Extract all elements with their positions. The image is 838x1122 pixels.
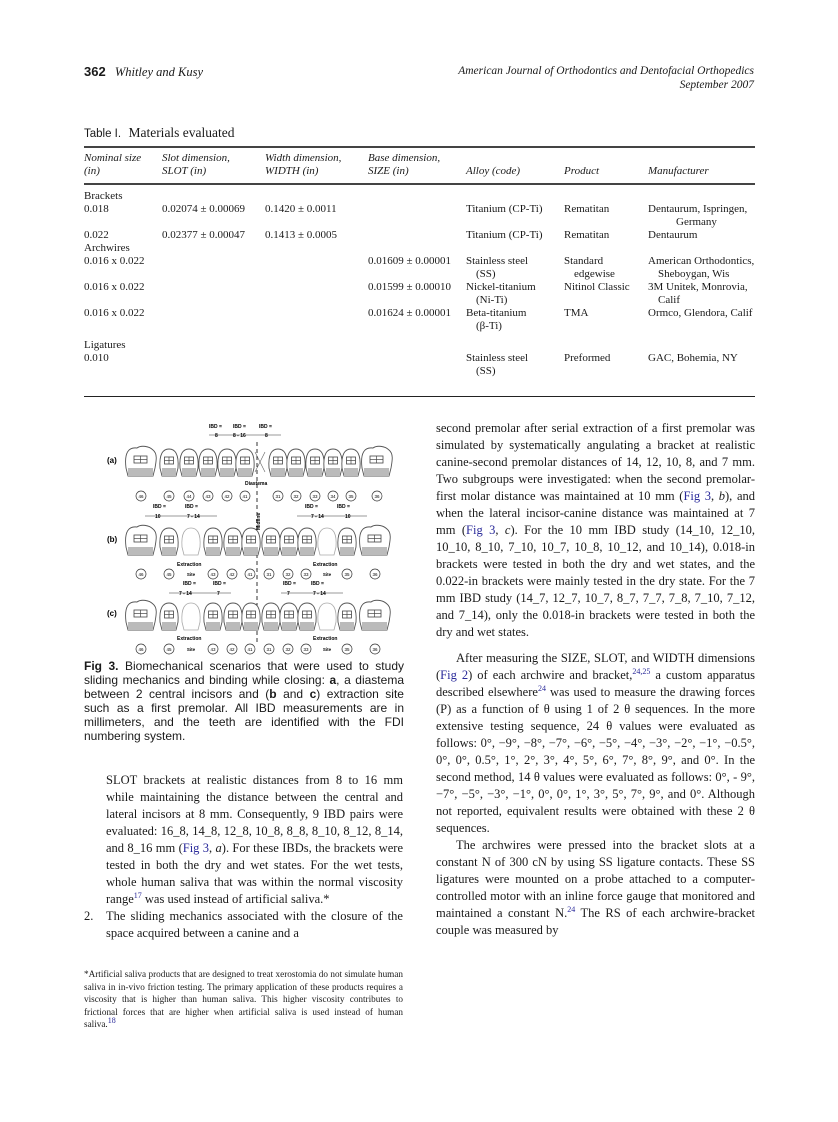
svg-text:33: 33 <box>303 572 309 577</box>
svg-text:35: 35 <box>348 494 354 499</box>
svg-text:Site: Site <box>322 572 332 577</box>
running-header-right <box>458 64 754 92</box>
svg-text:32: 32 <box>293 494 299 499</box>
svg-text:31: 31 <box>275 494 281 499</box>
svg-text:8: 8 <box>215 433 218 439</box>
svg-text:IBD =: IBD = <box>337 504 350 510</box>
footnote: *Artificial saliva products that are designed to treat xerostomia do not simulate human saliva in in-vivo friction testing. The primary application of these products requires a viscosity that is higher than human saliva. This higher viscosity contributes to frictional forces that are higher when artificial saliva is used instead of human saliva.$^{18}$ <box>84 969 403 1029</box>
journal-name: American Journal of Orthodontics and Dentofacial Orthopedics <box>458 65 754 77</box>
paragraph: After measuring the SIZE, SLOT, and WIDTH dimensions (Fig 2) of each archwire and bracket,$^{24,25}$ a custom apparatus described elsewhere$^{24}$ was used to measure the drawing forces (P) as a function of θ using 1 of 2 θ sequences. In the more extensive testing sequence, 24 θ values were evaluated as follows: 0°, −9°, −8°, −7°, −6°, −5°, −4°, −3°, −2°, −1°, −0.5°, 0°, 0°, 0.5°, 1°, 2°, 3°, 4°, 5°, 6°, 7°, 8°, 9°, and 0°. In the second method, 14 θ values were evaluated as follows: 0°, - 9°, −7°, −5°, −3°, −1°, 0°, 0°, 1°, 3°, 5°, 7°, 9°, and 0°. Although not reported, equivalent results were obtained with these 2 θ sequences. <box>436 651 755 835</box>
svg-text:IBD =: IBD = <box>283 581 296 587</box>
citation-17[interactable]: 17 <box>133 890 142 900</box>
figure-3-caption: Fig 3. Biomechanical scenarios that were used to study sliding mechanics and binding while closing: a, a diastema between 2 central incisors and (b and c) extraction site such as a first premolar. All IBD measurements are in millimeters, and the teeth are identified with the FDI numbering system. <box>84 659 404 743</box>
svg-text:43: 43 <box>210 647 216 652</box>
svg-text:IBD =: IBD = <box>305 504 318 510</box>
page-number: 362 <box>84 64 106 79</box>
citation-24[interactable]: 24 <box>537 683 546 693</box>
svg-text:IBD =: IBD = <box>153 504 166 510</box>
caption-label: Fig 3. <box>84 659 119 673</box>
col-header-nominal: Nominal size (in) <box>84 152 142 177</box>
svg-text:Extraction: Extraction <box>177 636 202 642</box>
svg-text:41: 41 <box>242 494 248 499</box>
svg-text:43: 43 <box>205 494 211 499</box>
col-header-alloy: Alloy (code) <box>466 165 521 177</box>
svg-text:7 - 14: 7 - 14 <box>187 514 200 520</box>
svg-text:46: 46 <box>138 494 144 499</box>
svg-text:Site: Site <box>186 647 196 652</box>
svg-text:41: 41 <box>247 572 253 577</box>
svg-text:36: 36 <box>372 647 378 652</box>
table-label: Table I. <box>84 128 122 140</box>
issue-date: September 2007 <box>679 79 754 91</box>
svg-text:42: 42 <box>224 494 230 499</box>
panel-b-label: (b) <box>107 535 118 544</box>
svg-text:42: 42 <box>229 647 235 652</box>
svg-text:Extraction: Extraction <box>313 636 338 642</box>
svg-text:31: 31 <box>266 647 272 652</box>
table-title <box>84 125 235 141</box>
fig3-link[interactable]: Fig 3 <box>683 489 711 503</box>
svg-text:IBD =: IBD = <box>183 581 196 587</box>
left-column-text <box>84 772 403 942</box>
fig3-link[interactable]: Fig 3 <box>182 841 210 855</box>
svg-text:IBD =: IBD = <box>185 504 198 510</box>
running-authors: Whitley and Kusy <box>114 65 204 79</box>
svg-text:IBD =: IBD = <box>233 424 246 430</box>
svg-text:10: 10 <box>345 514 351 520</box>
running-header-left <box>84 64 203 80</box>
panel-c-label: (c) <box>107 609 117 618</box>
table-row: 0.016 x 0.022 0.01624 ± 0.00001 Beta-titanium (β-Ti) TMA Ormco, Glendora, Calif <box>84 307 753 332</box>
paragraph: The archwires were pressed into the bracket slots at a constant N of 300 cN by using SS ligature contacts. These SS ligatures were mounted on a probe attached to a computer-controlled motor with an inline force gauge that monitored and maintained a constant N.$^{24}$ The RS of each archwire-bracket couple was measured by <box>436 838 755 937</box>
paragraph: second premolar after serial extraction of a first premolar was simulated by systematically angulating a bracket at realistic canine-second premolar distances of 14, 12, 10, 8, and 7 mm. Two subgroups were investigated: when the second premolar-first molar distance was maintained at 10 mm (Fig 3, b), and when the lateral incisor-canine distance was maintained at 7 mm (Fig 3, c). For the 10 mm IBD study (14_10, 12_10, 10_10, 8_10, 7_10, 10_7, 10_8, 10_12, and 10_14), 0.018-in brackets were tested in both the dry and wet states, and the 0.022-in brackets were mainly tested in the dry state. For the 7 mm IBD study (14_7, 12_7, 10_7, 8_7, 7_7, 7_8, 7_10, 7_12, and 7_14), only the 0.018-in brackets were tested in both the dry and wet states. <box>436 421 756 639</box>
svg-text:IBD =: IBD = <box>213 581 226 587</box>
table-section-archwires: Archwires <box>84 242 130 254</box>
midline-label: Midline <box>256 512 262 530</box>
svg-text:36: 36 <box>374 494 380 499</box>
svg-text:10: 10 <box>155 514 161 520</box>
svg-text:45: 45 <box>166 494 172 499</box>
table-row: 0.016 x 0.022 0.01599 ± 0.00010 Nickel-titanium (Ni-Ti) Nitinol Classic 3M Unitek, Monrovia, Calif <box>84 281 748 306</box>
svg-text:36: 36 <box>372 572 378 577</box>
col-header-manufacturer: Manufacturer <box>648 165 709 177</box>
svg-text:Site: Site <box>322 647 332 652</box>
table-bottom-rule <box>84 396 755 397</box>
table-header-row <box>84 150 755 182</box>
svg-text:46: 46 <box>138 572 144 577</box>
svg-text:7: 7 <box>217 591 220 597</box>
list-item-2: 2. The sliding mechanics associated with the closure of the space acquired between a canine and a <box>84 909 403 940</box>
svg-text:IBD =: IBD = <box>209 424 222 430</box>
svg-text:7 - 14: 7 - 14 <box>313 591 326 597</box>
citation-18[interactable]: 18 <box>107 1015 116 1025</box>
svg-text:Site: Site <box>186 572 196 577</box>
citation-24[interactable]: 24 <box>567 904 576 914</box>
svg-text:45: 45 <box>166 572 172 577</box>
svg-text:35: 35 <box>344 647 350 652</box>
table-caption: Materials evaluated <box>128 125 235 140</box>
svg-text:7: 7 <box>287 591 290 597</box>
table-row: 0.016 x 0.022 0.01609 ± 0.00001 Stainless steel (SS) Standard edgewise American Orthodontics, Sheboygan, Wis <box>84 255 755 280</box>
svg-text:42: 42 <box>229 572 235 577</box>
svg-text:7 - 14: 7 - 14 <box>311 514 324 520</box>
fig2-link[interactable]: Fig 2 <box>440 668 469 682</box>
citation-24-25[interactable]: 24,25 <box>632 666 651 676</box>
table-row: 0.010 Stainless steel (SS) Preformed GAC, Bohemia, NY <box>84 352 738 377</box>
materials-table <box>84 150 755 378</box>
svg-text:33: 33 <box>312 494 318 499</box>
svg-text:IBD =: IBD = <box>311 581 324 587</box>
table-section-ligatures: Ligatures <box>84 339 126 351</box>
svg-text:45: 45 <box>166 647 172 652</box>
svg-text:7 - 14: 7 - 14 <box>179 591 192 597</box>
fig3-link[interactable]: Fig 3 <box>466 523 496 537</box>
svg-text:IBD =: IBD = <box>259 424 272 430</box>
right-column-text <box>436 420 755 939</box>
svg-text:32: 32 <box>285 572 291 577</box>
table-row: 0.018 0.02074 ± 0.00069 0.1420 ± 0.0011 Titanium (CP-Ti) Rematitan Dentaurum, Ispringen, Germany <box>84 203 748 228</box>
col-header-slot: Slot dimension, SLOT (in) <box>162 152 230 177</box>
svg-text:8: 8 <box>265 433 268 439</box>
svg-text:33: 33 <box>303 647 309 652</box>
svg-text:Extraction: Extraction <box>177 562 202 568</box>
svg-text:35: 35 <box>344 572 350 577</box>
svg-text:32: 32 <box>285 647 291 652</box>
col-header-width: Width dimension, WIDTH (in) <box>265 152 342 177</box>
list-item-1-continued: SLOT brackets at realistic distances from 8 to 16 mm while maintaining the distance between the central and lateral incisors at 8 mm. Consequently, 9 IBD pairs were evaluated: 16_8, 14_8, 12_8, 10_8, 8_8, 8_10, 8_12, 8_14, and 8_16 mm (Fig 3, a). For these IBDs, the brackets were tested in both the dry and wet states. For the wet tests, whole human saliva that was within the normal viscosity range$^{17}$ was used instead of artificial saliva.* <box>106 773 403 906</box>
panel-a-label: (a) <box>107 456 117 465</box>
svg-text:31: 31 <box>266 572 272 577</box>
figure-3-dental-diagram <box>105 420 395 660</box>
col-header-product: Product <box>564 165 600 177</box>
svg-text:41: 41 <box>247 647 253 652</box>
svg-text:Diastema: Diastema <box>245 481 268 487</box>
col-header-size: Base dimension, SIZE (in) <box>368 152 441 177</box>
svg-text:46: 46 <box>138 647 144 652</box>
svg-text:34: 34 <box>330 494 336 499</box>
table-top-rule <box>84 146 755 148</box>
svg-text:Extraction: Extraction <box>313 562 338 568</box>
svg-text:8 - 16: 8 - 16 <box>233 433 246 439</box>
table-section-brackets: Brackets <box>84 190 123 202</box>
svg-text:43: 43 <box>210 572 216 577</box>
table-row: 0.022 0.02377 ± 0.00047 0.1413 ± 0.0005 Titanium (CP-Ti) Rematitan Dentaurum <box>84 229 698 241</box>
svg-text:44: 44 <box>186 494 192 499</box>
